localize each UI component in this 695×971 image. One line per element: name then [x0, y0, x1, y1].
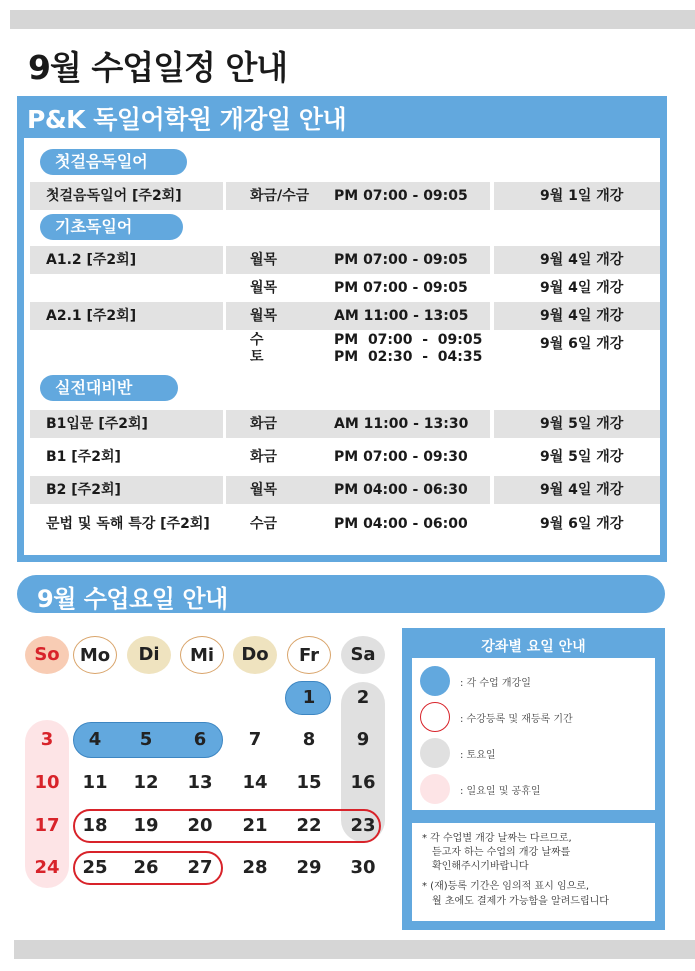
- calendar-day: 12: [133, 772, 159, 793]
- course-open-date: 9월 4일 개강: [494, 476, 660, 504]
- course-name: B2 [주2회]: [30, 476, 223, 504]
- legend-notes: [412, 823, 655, 921]
- calendar-day: 11: [82, 772, 108, 793]
- calendar-day: 7: [248, 729, 262, 750]
- course-open-date: 9월 5일 개강: [540, 449, 624, 465]
- course-time: PM 07:00 - 09:30: [334, 449, 468, 465]
- bottom-gray-bar: [14, 940, 695, 959]
- course-open-date: 9월 1일 개강: [494, 182, 660, 210]
- course-days: 월목: [250, 280, 278, 296]
- calendar-day: 22: [296, 815, 322, 836]
- page-title: 9월 수업일정 안내: [28, 48, 288, 87]
- course-open-date: 9월 4일 개강: [494, 246, 660, 274]
- calendar-day: 2: [356, 687, 370, 708]
- course-time: PM 07:00 - 09:05: [334, 332, 483, 348]
- calendar-day: 6: [193, 729, 207, 750]
- legend-label: : 수강등록 및 재등록 기간: [460, 714, 573, 725]
- course-time: PM 07:00 - 09:05: [334, 252, 468, 268]
- course-open-date: 9월 6일 개강: [540, 516, 624, 532]
- calendar-day: 5: [139, 729, 153, 750]
- course-days: 월목: [250, 482, 278, 498]
- calendar-day: 27: [187, 857, 213, 878]
- calendar-day: 9: [356, 729, 370, 750]
- calendar-day: 23: [350, 815, 376, 836]
- note-line: * 각 수업별 개강 날짜는 다르므로,: [422, 833, 572, 844]
- course-time: PM 04:00 - 06:30: [334, 482, 468, 498]
- course-days: 수금: [250, 516, 278, 532]
- blue-dot-icon: [420, 666, 450, 696]
- calendar-day: 13: [187, 772, 213, 793]
- calendar-day: 15: [296, 772, 322, 793]
- weekday-header-do: Do: [233, 636, 277, 674]
- note-line: 확인해주시기바랍니다: [432, 861, 529, 872]
- calendar-day: 26: [133, 857, 159, 878]
- course-name: B1입문 [주2회]: [30, 410, 223, 438]
- calendar-day: 25: [82, 857, 108, 878]
- calendar-day: 18: [82, 815, 108, 836]
- calendar-day: 14: [242, 772, 268, 793]
- section-basic: 기초독일어: [40, 214, 183, 240]
- course-days: 월목: [250, 308, 278, 324]
- calendar-day: 30: [350, 857, 376, 878]
- legend-label: : 일요일 및 공휴일: [460, 786, 541, 797]
- weekday-section-title: 9월 수업요일 안내: [37, 585, 228, 613]
- red-ring-icon: [420, 702, 450, 732]
- calendar-day: 1: [302, 687, 316, 708]
- course-days: 화금/수금: [250, 188, 310, 204]
- weekday-header-so: So: [25, 636, 69, 674]
- course-days: 수: [250, 332, 264, 348]
- calendar-day: 20: [187, 815, 213, 836]
- calendar-day: 4: [88, 729, 102, 750]
- legend-label: : 토요일: [460, 750, 496, 761]
- schedule-title: P&K 독일어학원 개강일 안내: [27, 105, 347, 134]
- weekday-header-mi: Mi: [180, 636, 224, 674]
- course-time: PM 07:00 - 09:05: [334, 188, 468, 204]
- course-open-date: 9월 5일 개강: [494, 410, 660, 438]
- calendar-day: 10: [34, 772, 60, 793]
- calendar-day: 16: [350, 772, 376, 793]
- section-beginner: 첫걸음독일어: [40, 149, 187, 175]
- weekday-header-di: Di: [127, 636, 171, 674]
- calendar-day: 24: [34, 857, 60, 878]
- calendar-day: 17: [34, 815, 60, 836]
- registration-period-outline: [73, 809, 381, 843]
- calendar-day: 28: [242, 857, 268, 878]
- course-days: 화금: [250, 416, 278, 432]
- course-time: AM 11:00 - 13:05: [334, 308, 469, 324]
- section-practice: 실전대비반: [40, 375, 178, 401]
- course-name: 문법 및 독해 특강 [주2회]: [46, 516, 210, 532]
- pink-dot-icon: [420, 774, 450, 804]
- calendar-day: 19: [133, 815, 159, 836]
- legend-label: : 각 수업 개강일: [460, 678, 531, 689]
- course-time-2: PM 02:30 - 04:35: [334, 349, 483, 365]
- legend-items: [412, 658, 655, 810]
- calendar-day: 8: [302, 729, 316, 750]
- course-open-date: 9월 4일 개강: [540, 280, 624, 296]
- course-open-date: 9월 6일 개강: [540, 336, 624, 352]
- weekday-header-fr: Fr: [287, 636, 331, 674]
- course-open-date: 9월 4일 개강: [494, 302, 660, 330]
- course-days: 월목: [250, 252, 278, 268]
- note-line: 듣고자 하는 수업의 개강 날짜를: [432, 847, 571, 858]
- course-name: 첫걸음독일어 [주2회]: [30, 182, 223, 210]
- course-time: AM 11:00 - 13:30: [334, 416, 469, 432]
- gray-dot-icon: [420, 738, 450, 768]
- course-days: 화금: [250, 449, 278, 465]
- legend-title: 강좌별 요일 안내: [481, 639, 586, 655]
- calendar-day: 29: [296, 857, 322, 878]
- course-name: B1 [주2회]: [46, 449, 121, 465]
- course-time: PM 04:00 - 06:00: [334, 516, 468, 532]
- note-line: 월 초에도 결제가 가능함을 알려드립니다: [432, 896, 609, 907]
- calendar-day: 21: [242, 815, 268, 836]
- course-days-2: 토: [250, 349, 264, 365]
- legend-panel: [402, 628, 665, 930]
- calendar-day: 3: [40, 729, 54, 750]
- course-time: PM 07:00 - 09:05: [334, 280, 468, 296]
- weekday-header-mo: Mo: [73, 636, 117, 674]
- weekday-header-sa: Sa: [341, 636, 385, 674]
- course-name: A2.1 [주2회]: [30, 302, 223, 330]
- course-name: A1.2 [주2회]: [30, 246, 223, 274]
- note-line: * (재)등록 기간은 임의적 표시 임으로,: [422, 881, 590, 892]
